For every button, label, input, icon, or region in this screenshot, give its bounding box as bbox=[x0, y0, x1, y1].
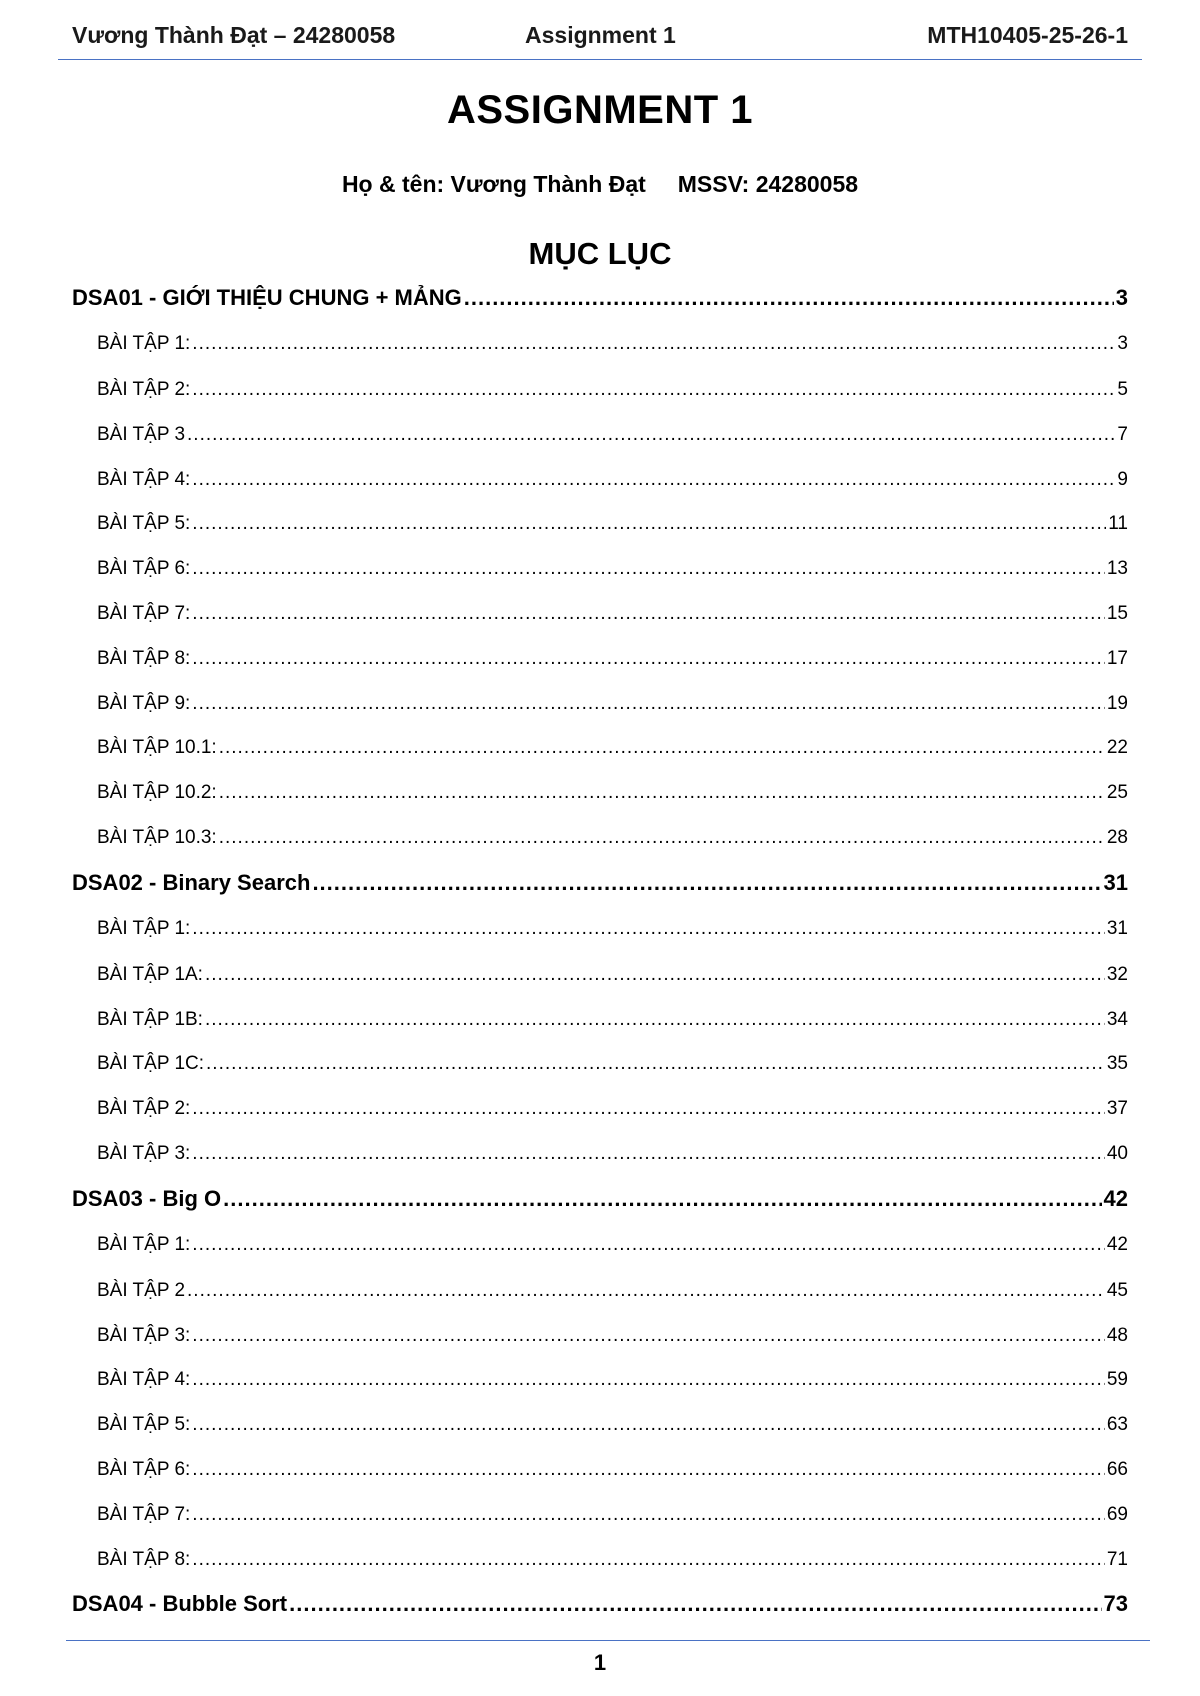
toc-entry-page: 59 bbox=[1106, 1369, 1128, 1391]
toc-exercise-entry[interactable] bbox=[72, 1132, 1128, 1177]
toc-entry-label: BÀI TẬP 10.1: bbox=[97, 737, 217, 759]
header-divider bbox=[58, 59, 1142, 60]
toc-entry-label: BÀI TẬP 2: bbox=[97, 1098, 191, 1120]
toc-dot-leader bbox=[192, 1358, 1105, 1403]
toc-dot-leader bbox=[192, 1314, 1105, 1359]
toc-exercise-entry[interactable] bbox=[72, 816, 1128, 861]
toc-entry-page: 22 bbox=[1106, 737, 1128, 759]
toc-entry-page: 42 bbox=[1103, 1185, 1128, 1211]
page-header bbox=[72, 18, 1128, 58]
toc-entry-label: BÀI TẬP 1C: bbox=[97, 1053, 205, 1075]
toc-exercise-entry[interactable] bbox=[72, 592, 1128, 637]
student-info: Họ & tên: Vương Thành Đạt MSSV: 24280058 bbox=[341, 171, 859, 197]
toc-entry-label: BÀI TẬP 1: bbox=[97, 333, 191, 354]
toc-exercise-entry[interactable] bbox=[72, 1493, 1128, 1538]
toc-entry-page: 13 bbox=[1106, 558, 1128, 580]
toc-exercise-entry[interactable] bbox=[72, 726, 1128, 771]
header-author-id: Vương Thành Đạt – 24280058 bbox=[72, 22, 396, 48]
toc-entry-page: 73 bbox=[1103, 1591, 1128, 1617]
toc-exercise-entry[interactable] bbox=[72, 368, 1128, 413]
document-title: ASSIGNMENT 1 bbox=[446, 88, 754, 132]
toc-entry-label: BÀI TẬP 1: bbox=[97, 1233, 191, 1255]
toc-entry-page: 25 bbox=[1106, 782, 1128, 804]
toc-exercise-entry[interactable] bbox=[72, 320, 1128, 368]
toc-entry-label: BÀI TẬP 4: bbox=[97, 1369, 191, 1391]
toc-exercise-entry[interactable] bbox=[72, 458, 1128, 503]
toc-entry-page: 15 bbox=[1106, 602, 1128, 624]
toc-exercise-entry[interactable] bbox=[72, 1538, 1128, 1583]
toc-entry-page: 66 bbox=[1106, 1458, 1128, 1480]
toc-entry-label: BÀI TẬP 10.2: bbox=[97, 782, 217, 804]
toc-entry-label: BÀI TẬP 4: bbox=[97, 468, 191, 490]
toc-entry-label: DSA01 - GIỚI THIỆU CHUNG + MẢNG bbox=[72, 285, 462, 310]
toc-exercise-entry[interactable] bbox=[72, 998, 1128, 1043]
toc-entry-page: 63 bbox=[1106, 1414, 1128, 1436]
toc-dot-leader bbox=[192, 1538, 1105, 1583]
toc-entry-page: 17 bbox=[1106, 647, 1128, 669]
toc-entry-label: BÀI TẬP 5: bbox=[97, 1414, 191, 1436]
toc-entry-page: 31 bbox=[1103, 869, 1128, 895]
toc-dot-leader bbox=[192, 458, 1115, 503]
toc-exercise-entry[interactable] bbox=[72, 1314, 1128, 1359]
toc-entry-label: BÀI TẬP 6: bbox=[97, 1458, 191, 1480]
toc-section-entry[interactable] bbox=[72, 276, 1128, 320]
toc-exercise-entry[interactable] bbox=[72, 1221, 1128, 1269]
toc-section-entry[interactable] bbox=[72, 861, 1128, 905]
toc-dot-leader bbox=[219, 726, 1105, 771]
toc-dot-leader bbox=[223, 1177, 1101, 1221]
toc-dot-leader bbox=[464, 276, 1114, 320]
toc-entry-label: BÀI TẬP 6: bbox=[97, 558, 191, 580]
toc-exercise-entry[interactable] bbox=[72, 1403, 1128, 1448]
toc-entry-label: BÀI TẬP 3 bbox=[97, 423, 186, 445]
toc-dot-leader bbox=[187, 413, 1115, 458]
toc-entry-page: 32 bbox=[1106, 963, 1128, 985]
toc-dot-leader bbox=[206, 1042, 1105, 1087]
toc-entry-page: 11 bbox=[1108, 513, 1128, 535]
header-document-title: Assignment 1 bbox=[525, 22, 676, 48]
toc-dot-leader bbox=[192, 1403, 1105, 1448]
toc-exercise-entry[interactable] bbox=[72, 771, 1128, 816]
toc-exercise-entry[interactable] bbox=[72, 1087, 1128, 1132]
toc-dot-leader bbox=[192, 905, 1105, 953]
footer-divider bbox=[66, 1640, 1150, 1641]
toc-entry-page: 37 bbox=[1106, 1098, 1128, 1120]
toc-entry-page: 3 bbox=[1115, 285, 1128, 310]
toc-entry-page: 48 bbox=[1106, 1324, 1128, 1346]
toc-dot-leader bbox=[192, 592, 1105, 637]
toc-dot-leader bbox=[192, 320, 1115, 368]
toc-entry-label: BÀI TẬP 1A: bbox=[97, 963, 203, 985]
toc-section-entry[interactable] bbox=[72, 1582, 1128, 1626]
toc-entry-page: 71 bbox=[1106, 1548, 1128, 1570]
toc-dot-leader bbox=[219, 771, 1105, 816]
toc-section-entry[interactable] bbox=[72, 1177, 1128, 1221]
toc-entry-page: 31 bbox=[1106, 917, 1128, 939]
toc-entry-page: 35 bbox=[1106, 1053, 1128, 1075]
toc-entry-page: 7 bbox=[1117, 423, 1128, 445]
toc-entry-page: 40 bbox=[1106, 1142, 1128, 1164]
toc-entry-page: 42 bbox=[1106, 1233, 1128, 1255]
toc-dot-leader bbox=[187, 1269, 1105, 1314]
toc-dot-leader bbox=[205, 998, 1105, 1043]
toc-exercise-entry[interactable] bbox=[72, 1448, 1128, 1493]
toc-dot-leader bbox=[289, 1582, 1101, 1626]
table-of-contents bbox=[72, 276, 1128, 1626]
toc-dot-leader bbox=[219, 816, 1105, 861]
toc-entry-page: 69 bbox=[1106, 1503, 1128, 1525]
toc-entry-page: 9 bbox=[1117, 468, 1128, 490]
toc-entry-label: BÀI TẬP 8: bbox=[97, 1548, 191, 1570]
toc-entry-label: BÀI TẬP 3: bbox=[97, 1142, 191, 1164]
page-number: 1 bbox=[593, 1650, 607, 1675]
toc-exercise-entry[interactable] bbox=[72, 905, 1128, 953]
toc-entry-label: DSA04 - Bubble Sort bbox=[72, 1591, 288, 1617]
toc-entry-page: 19 bbox=[1106, 692, 1128, 714]
toc-entry-label: BÀI TẬP 3: bbox=[97, 1324, 191, 1346]
toc-entry-label: BÀI TẬP 2: bbox=[97, 379, 191, 400]
toc-dot-leader bbox=[192, 637, 1105, 682]
toc-entry-label: BÀI TẬP 1B: bbox=[97, 1008, 203, 1030]
toc-dot-leader bbox=[192, 368, 1115, 413]
toc-entry-page: 45 bbox=[1106, 1279, 1128, 1301]
toc-dot-leader bbox=[312, 861, 1101, 905]
toc-exercise-entry[interactable] bbox=[72, 502, 1128, 547]
header-course-code: MTH10405-25-26-1 bbox=[927, 22, 1128, 48]
toc-heading: MỤC LỤC bbox=[528, 236, 672, 271]
toc-entry-label: BÀI TẬP 1: bbox=[97, 917, 191, 939]
toc-dot-leader bbox=[192, 682, 1105, 727]
toc-entry-page: 28 bbox=[1106, 826, 1128, 848]
toc-dot-leader bbox=[192, 1221, 1105, 1269]
toc-dot-leader bbox=[205, 953, 1105, 998]
toc-exercise-entry[interactable] bbox=[72, 953, 1128, 998]
toc-dot-leader bbox=[192, 502, 1106, 547]
toc-entry-label: BÀI TẬP 5: bbox=[97, 513, 191, 535]
toc-entry-label: BÀI TẬP 10.3: bbox=[97, 826, 217, 848]
toc-exercise-entry[interactable] bbox=[72, 1042, 1128, 1087]
toc-dot-leader bbox=[192, 1448, 1105, 1493]
toc-entry-page: 5 bbox=[1117, 379, 1128, 400]
toc-dot-leader bbox=[192, 1132, 1105, 1177]
toc-exercise-entry[interactable] bbox=[72, 1358, 1128, 1403]
toc-dot-leader bbox=[192, 1493, 1105, 1538]
toc-exercise-entry[interactable] bbox=[72, 547, 1128, 592]
toc-exercise-entry[interactable] bbox=[72, 1269, 1128, 1314]
toc-exercise-entry[interactable] bbox=[72, 682, 1128, 727]
toc-entry-page: 3 bbox=[1117, 333, 1128, 354]
toc-entry-label: BÀI TẬP 7: bbox=[97, 1503, 191, 1525]
toc-exercise-entry[interactable] bbox=[72, 637, 1128, 682]
toc-entry-label: BÀI TẬP 9: bbox=[97, 692, 191, 714]
toc-entry-label: BÀI TẬP 8: bbox=[97, 647, 191, 669]
toc-entry-label: DSA03 - Big O bbox=[72, 1185, 222, 1211]
toc-dot-leader bbox=[192, 1087, 1105, 1132]
toc-exercise-entry[interactable] bbox=[72, 413, 1128, 458]
toc-entry-label: BÀI TẬP 7: bbox=[97, 602, 191, 624]
toc-dot-leader bbox=[192, 547, 1105, 592]
toc-entry-page: 34 bbox=[1106, 1008, 1128, 1030]
toc-entry-label: DSA02 - Binary Search bbox=[72, 869, 311, 895]
toc-entry-label: BÀI TẬP 2 bbox=[97, 1279, 186, 1301]
